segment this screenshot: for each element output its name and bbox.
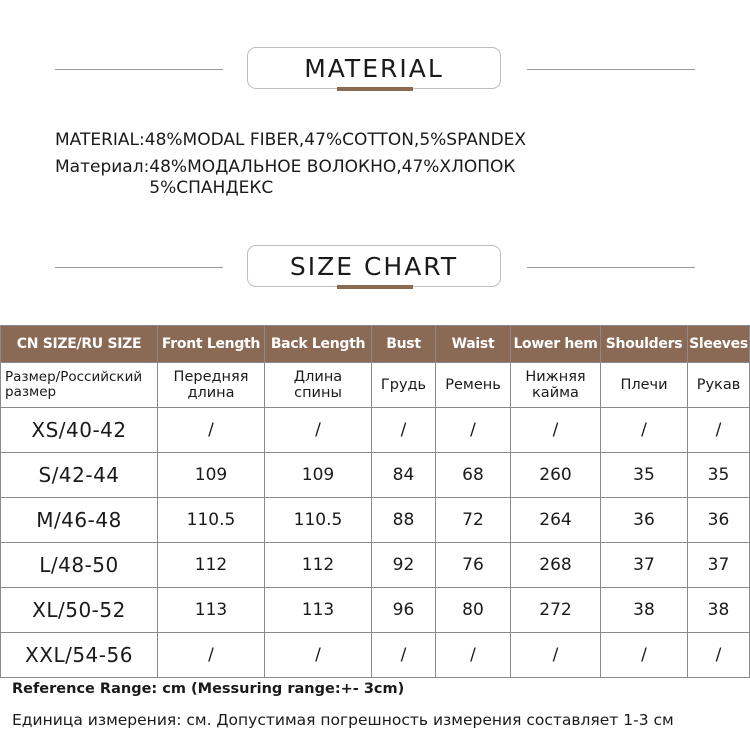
size-cell: XS/40-42 <box>1 408 158 453</box>
table-cell: 109 <box>158 453 265 498</box>
material-label-ru: Материал: <box>55 157 150 177</box>
table-cell: 260 <box>511 453 601 498</box>
table-cell: / <box>436 633 511 678</box>
column-header-size-ru: Размер/Российский размер <box>1 363 158 408</box>
table-cell: / <box>511 408 601 453</box>
column-header-front-length: Front Length <box>158 326 265 363</box>
measurement-note-ru: Единица измерения: см. Допустимая погрешность измерения составляет 1-3 см <box>12 711 674 729</box>
size-cell: XL/50-52 <box>1 588 158 633</box>
divider-line-left <box>55 69 223 70</box>
column-header-sleeves: Sleeves <box>688 326 750 363</box>
table-cell: 109 <box>265 453 372 498</box>
table-cell: 96 <box>372 588 436 633</box>
table-cell: / <box>372 633 436 678</box>
material-composition <box>55 130 526 199</box>
table-cell: 35 <box>688 453 750 498</box>
column-header-lower-hem-ru: Нижняя кайма <box>511 363 601 408</box>
column-header-bust-ru: Грудь <box>372 363 436 408</box>
column-header-size: CN SIZE/RU SIZE <box>1 326 158 363</box>
material-value-en: 48%MODAL FIBER,47%COTTON,5%SPANDEX <box>144 130 527 150</box>
table-cell: 113 <box>265 588 372 633</box>
table-row <box>1 453 750 498</box>
column-header-lower-hem: Lower hem <box>511 326 601 363</box>
material-value-ru: 48%МОДАЛЬНОЕ ВОЛОКНО,47%ХЛОПОК 5%СПАНДЕКС <box>149 157 516 198</box>
size-chart-title: SIZE CHART <box>247 245 501 287</box>
material-title: MATERIAL <box>247 47 501 89</box>
table-cell: / <box>688 633 750 678</box>
column-header-sleeves-ru: Рукав <box>688 363 750 408</box>
table-cell: 110.5 <box>158 498 265 543</box>
table-cell: / <box>158 633 265 678</box>
table-row <box>1 498 750 543</box>
table-cell: 112 <box>265 543 372 588</box>
size-chart-section-header <box>0 245 750 291</box>
material-line-en <box>55 130 526 151</box>
divider-line-right <box>527 267 695 268</box>
column-header-bust: Bust <box>372 326 436 363</box>
table-cell: / <box>511 633 601 678</box>
table-cell: 35 <box>601 453 688 498</box>
table-cell: 72 <box>436 498 511 543</box>
column-header-front-length-ru: Передняя длина <box>158 363 265 408</box>
table-cell: / <box>436 408 511 453</box>
material-line-ru <box>55 157 526 199</box>
table-cell: 37 <box>688 543 750 588</box>
column-header-shoulders-ru: Плечи <box>601 363 688 408</box>
table-cell: / <box>265 633 372 678</box>
table-row <box>1 408 750 453</box>
table-cell: 264 <box>511 498 601 543</box>
column-header-waist-ru: Ремень <box>436 363 511 408</box>
table-cell: / <box>688 408 750 453</box>
table-cell: 36 <box>688 498 750 543</box>
table-cell: / <box>158 408 265 453</box>
table-cell: 84 <box>372 453 436 498</box>
table-row <box>1 543 750 588</box>
table-cell: / <box>265 408 372 453</box>
table-cell: 68 <box>436 453 511 498</box>
column-header-shoulders: Shoulders <box>601 326 688 363</box>
title-accent-bar <box>337 285 413 289</box>
table-cell: 268 <box>511 543 601 588</box>
table-cell: 112 <box>158 543 265 588</box>
column-header-back-length-ru: Длина спины <box>265 363 372 408</box>
title-accent-bar <box>337 87 413 91</box>
size-cell: M/46-48 <box>1 498 158 543</box>
column-header-back-length: Back Length <box>265 326 372 363</box>
table-cell: 272 <box>511 588 601 633</box>
table-cell: 110.5 <box>265 498 372 543</box>
header-row-ru <box>1 363 750 408</box>
header-row-en <box>1 326 750 363</box>
table-cell: 38 <box>601 588 688 633</box>
table-cell: 38 <box>688 588 750 633</box>
column-header-waist: Waist <box>436 326 511 363</box>
table-cell: / <box>601 633 688 678</box>
size-chart-table <box>0 325 750 678</box>
table-row <box>1 588 750 633</box>
divider-line-left <box>55 267 223 268</box>
table-cell: 92 <box>372 543 436 588</box>
size-cell: XXL/54-56 <box>1 633 158 678</box>
material-label-en: MATERIAL: <box>55 130 145 150</box>
size-cell: S/42-44 <box>1 453 158 498</box>
table-cell: 76 <box>436 543 511 588</box>
table-cell: / <box>372 408 436 453</box>
measurement-note-en: Reference Range: cm (Messuring range:+- 3cm) <box>12 681 405 697</box>
table-cell: 36 <box>601 498 688 543</box>
size-cell: L/48-50 <box>1 543 158 588</box>
table-cell: 37 <box>601 543 688 588</box>
divider-line-right <box>527 69 695 70</box>
material-section-header <box>0 47 750 93</box>
table-cell: 88 <box>372 498 436 543</box>
table-cell: 80 <box>436 588 511 633</box>
table-row <box>1 633 750 678</box>
table-cell: 113 <box>158 588 265 633</box>
table-cell: / <box>601 408 688 453</box>
